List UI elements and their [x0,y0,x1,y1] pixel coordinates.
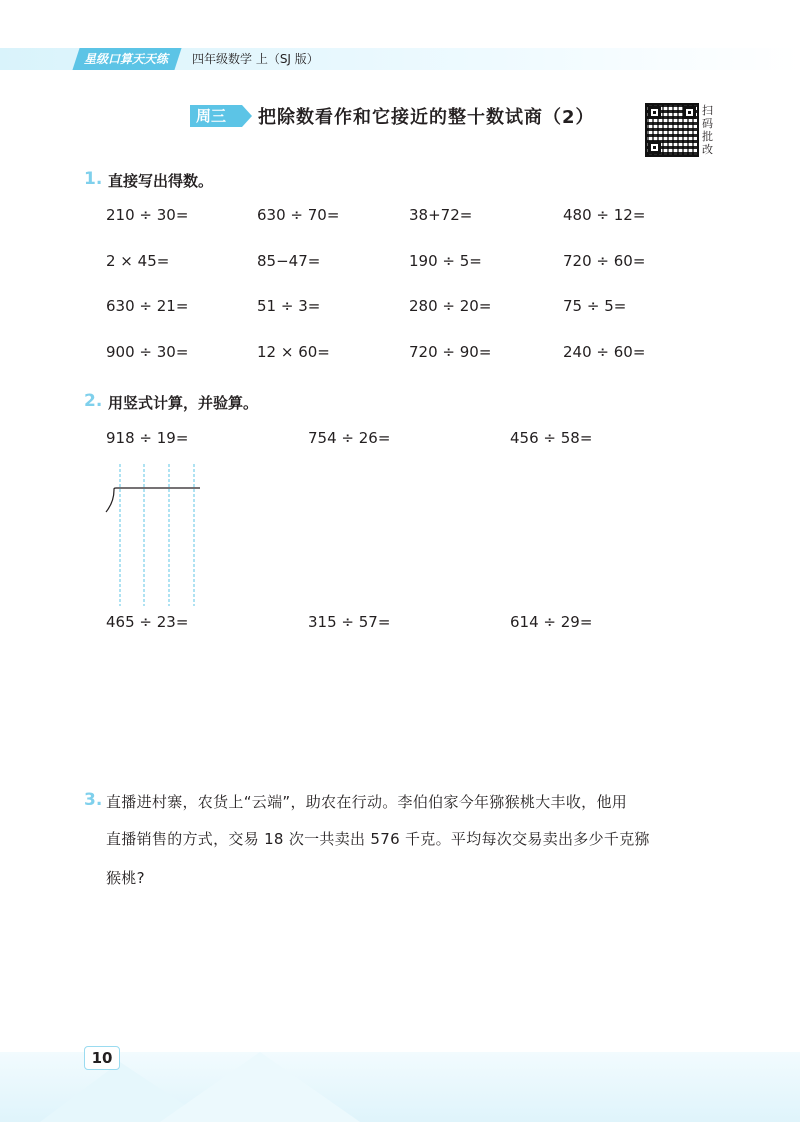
q1-expr: 2 × 45= [106,252,170,270]
series-brand: 星级口算天天练 [72,48,181,70]
q1-expr: 720 ÷ 60= [563,252,646,270]
q1-expr: 240 ÷ 60= [563,343,646,361]
q1-expr: 900 ÷ 30= [106,343,189,361]
q1-expr: 480 ÷ 12= [563,206,646,224]
q1-expr: 85−47= [257,252,321,270]
qr-label: 扫码批改 [702,104,713,156]
q1-expr: 630 ÷ 21= [106,297,189,315]
book-title: 四年级数学 上（SJ 版） [192,52,319,66]
q3-number: 3. [84,790,103,810]
q2-title: 用竖式计算，并验算。 [108,394,259,412]
q1-expr: 720 ÷ 90= [409,343,492,361]
q1-number: 1. [84,169,103,189]
q1-expr: 280 ÷ 20= [409,297,492,315]
day-badge: 周三 [190,105,242,127]
q2-expr: 754 ÷ 26= [308,429,391,447]
lesson-title: 把除数看作和它接近的整十数试商（2） [258,107,595,128]
q3-line: 直播销售的方式，交易 18 次一共卖出 576 千克。平均每次交易卖出多少千克猕 [106,830,650,848]
q1-expr: 38+72= [409,206,473,224]
q1-title: 直接写出得数。 [108,172,214,190]
q2-number: 2. [84,391,103,411]
q2-expr: 465 ÷ 23= [106,613,189,631]
long-division-guide [104,462,204,608]
q1-expr: 210 ÷ 30= [106,206,189,224]
q2-expr: 918 ÷ 19= [106,429,189,447]
q1-expr: 75 ÷ 5= [563,297,627,315]
q1-expr: 630 ÷ 70= [257,206,340,224]
q1-expr: 51 ÷ 3= [257,297,321,315]
footer-background [0,1052,800,1122]
q2-expr: 614 ÷ 29= [510,613,593,631]
q1-expr: 12 × 60= [257,343,330,361]
lesson-title-row [190,103,595,129]
q3-line: 猴桃? [106,869,145,887]
q3-line: 直播进村寨，农货上“云端”，助农在行动。李伯伯家今年猕猴桃大丰收，他用 [106,793,628,811]
qr-code-icon[interactable] [645,103,699,157]
q2-expr: 315 ÷ 57= [308,613,391,631]
page-number: 10 [84,1046,120,1070]
q1-expr: 190 ÷ 5= [409,252,482,270]
header-strip [0,48,800,70]
q2-expr: 456 ÷ 58= [510,429,593,447]
